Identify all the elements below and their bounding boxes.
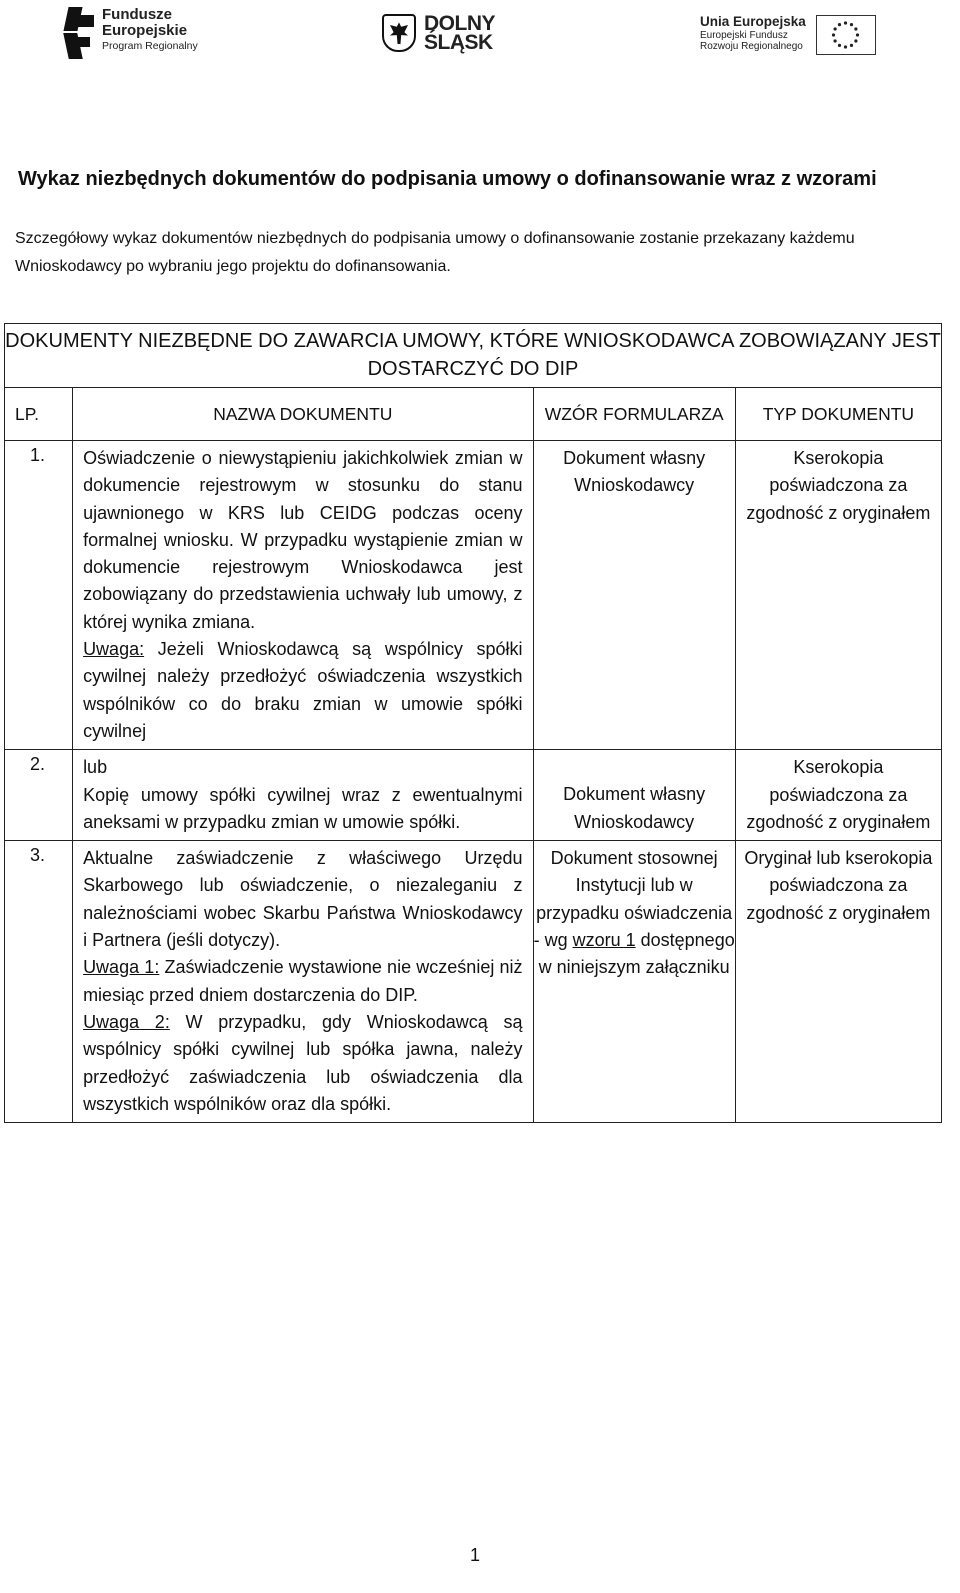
row1-note-label: Uwaga: (83, 639, 145, 660)
header-form: WZÓR FORMULARZA (533, 388, 735, 441)
header-name: NAZWA DOKUMENTU (73, 388, 533, 441)
row1-note-text: Jeżeli Wnioskodawcą są wspólnicy spółki cywilnej należy przedłożyć oświadczenia wszystkich wspólników co do braku zmian w umowie spółki cywilnej (83, 639, 523, 741)
eu-flag-icon (816, 15, 876, 55)
page-number: 1 (470, 1545, 481, 1565)
row2-conjunction: lub (83, 757, 108, 778)
header-logos (0, 0, 960, 70)
documents-table (4, 323, 942, 1123)
ue-logo-line2: Europejski Fundusz (700, 29, 788, 41)
document-name (73, 441, 533, 750)
row3-note2-label: Uwaga 2: (83, 1011, 170, 1032)
document-type: Oryginał lub kserokopia poświadczona za zgodność z oryginałem (735, 841, 941, 1123)
ue-logo-line3: Rozwoju Regionalnego (700, 40, 803, 52)
intro-paragraph: Szczegółowy wykaz dokumentów niezbędnych do podpisania umowy o dofinansowanie zostanie przekazany każdemu Wnioskodawcy po wybraniu jego projektu do dofinansowania. (15, 230, 855, 275)
table-row (5, 750, 942, 841)
row3-note1-label: Uwaga 1: (83, 957, 160, 978)
unia-europejska-logo (700, 15, 876, 55)
row3-form-pre: Dokument stosownej Instytucji lub w przypadku oświadczenia - wg (533, 848, 733, 951)
fe-logo-line1: Fundusze (102, 6, 172, 23)
dolny-slask-logo (382, 14, 495, 53)
band-text: DOKUMENTY NIEZBĘDNE DO ZAWARCIA UMOWY, KTÓRE WNIOSKODAWCA ZOBOWIĄZANY JEST DOSTARCZYĆ DO DIP (5, 330, 941, 380)
header-lp: LP. (5, 388, 73, 441)
row3-text: Aktualne zaświadczenie z właściwego Urzędu Skarbowego lub oświadczenie, o niezaleganiu z należnościami wobec Skarbu Państwa Wnioskodawcy i Partnera (jeśli dotyczy). (83, 848, 523, 951)
row-number: 2. (5, 750, 73, 841)
row1-text: Oświadczenie o niewystąpieniu jakichkolwiek zmian w dokumencie rejestrowym w stosunku do stanu ujawnionego w KRS lub CEIDG podczas oceny formalnej wniosku. W przypadku wystąpienie zmian w dokumencie rejestrowym Wnioskodawca jest zobowiązany do przedstawienia uchwały lub umowy, z której wynika zmiana. (83, 448, 523, 632)
row-number: 1. (5, 441, 73, 750)
document-title: Wykaz niezbędnych dokumentów do podpisania umowy o dofinansowanie wraz z wzorami (18, 168, 877, 190)
fe-mark-icon (66, 7, 94, 59)
table-row (5, 841, 942, 1123)
row3-note2-text: W przypadku, gdy Wnioskodawcą są wspólnicy spółki cywilnej lub spółka jawna, należy przedłożyć zaświadczenia lub oświadczenia dla wszystkich wspólników oraz dla spółki. (83, 1011, 523, 1114)
fe-logo-line2: Europejskie (102, 21, 188, 39)
fundusze-europejskie-logo (66, 7, 198, 59)
table-row (5, 441, 942, 750)
document-type: Kserokopia poświadczona za zgodność z oryginałem (735, 750, 941, 841)
ds-logo-line1: DOLNY (424, 12, 495, 35)
document-name (73, 750, 533, 841)
row3-note1-text: Zaświadczenie wystawione nie wcześniej niż miesiąc przed dniem dostarczenia do DIP. (83, 957, 523, 1005)
row-number: 3. (5, 841, 73, 1123)
document-type: Kserokopia poświadczona za zgodność z oryginałem (735, 441, 941, 750)
form-template (533, 841, 735, 1123)
header-type: TYP DOKUMENTU (735, 388, 941, 441)
fe-logo-line3: Program Regionalny (102, 39, 198, 52)
row2-text: Kopię umowy spółki cywilnej wraz z ewentualnymi aneksami w przypadku zmian w umowie spółki. (83, 784, 523, 832)
table-band-heading (5, 324, 942, 388)
form-template (533, 750, 735, 841)
form-template: Dokument własny Wnioskodawcy (533, 441, 735, 750)
wzor-1-link[interactable]: wzoru 1 (572, 930, 636, 951)
ds-logo-line2: ŚLĄSK (424, 31, 493, 55)
ue-logo-line1: Unia Europejska (700, 14, 806, 29)
row2-form: Dokument własny Wnioskodawcy (563, 784, 706, 832)
eagle-shield-icon (382, 14, 416, 52)
row3-form-post: dostępnego w niniejszym załączniku (538, 930, 735, 978)
document-name (73, 841, 533, 1123)
